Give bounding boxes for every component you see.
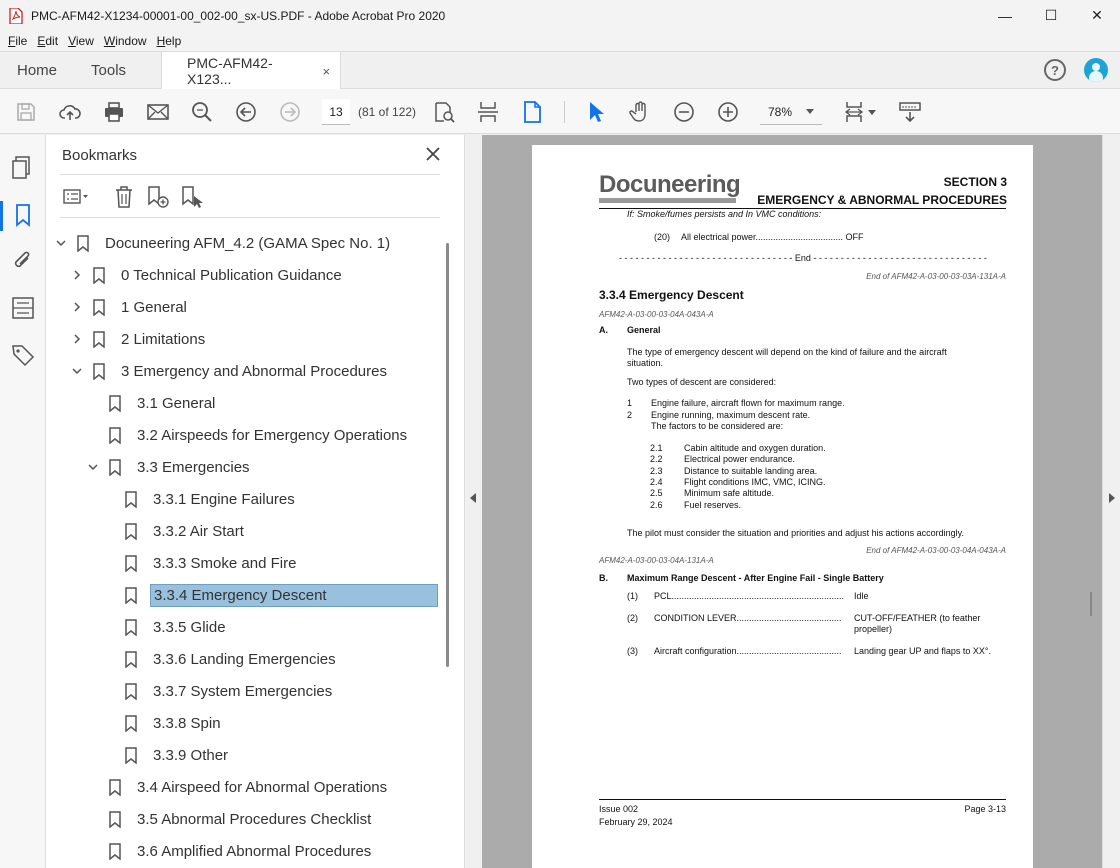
bookmark-icon [108,779,122,796]
issue-label: Issue 002 [599,804,639,814]
bookmark-icon [108,459,122,476]
chevron-down-icon[interactable] [86,460,100,474]
footer-rule [599,799,1006,800]
new-bookmark-icon[interactable] [145,184,171,210]
subsection-title: General [627,325,661,335]
list-item: Cabin altitude and oxygen duration. [684,443,826,453]
tree-spacer [86,396,100,410]
bookmark-icon [92,331,106,348]
section-number: SECTION 3 [943,175,1007,189]
tree-spacer [86,780,100,794]
tree-spacer [102,524,116,538]
bookmark-icon [92,299,106,316]
bookmark-icon [124,587,138,604]
bookmark-label: 3.3.9 Other [153,746,229,764]
list-number: 2.1 [650,443,663,453]
tree-spacer [102,716,116,730]
bookmark-item[interactable] [102,485,298,513]
scrolling-mode-icon[interactable] [475,99,501,125]
list-item: Distance to suitable landing area. [684,465,818,476]
bookmark-label: 3.2 Airspeeds for Emergency Operations [137,426,408,444]
list-item: Fuel reserves. [684,499,742,510]
bookmark-item[interactable] [102,645,339,673]
page-label: Page 3-13 [964,804,1006,814]
bookmark-panel-icon[interactable] [10,202,36,228]
maximize-icon: ☐ [1044,7,1058,23]
page-count: (81 of 122) [358,105,417,119]
bookmark-item[interactable] [86,837,374,865]
document-scrollbar[interactable] [1102,135,1120,868]
paragraph: situation. [627,358,664,368]
bookmark-label: 3.3.8 Spin [153,714,221,732]
active-panel-indicator [0,201,3,231]
select-cursor-icon[interactable] [583,99,609,125]
bookmark-item[interactable] [102,677,335,705]
bookmark-icon [92,267,106,284]
collapse-left-icon[interactable] [470,493,476,503]
email-icon[interactable] [145,99,171,125]
bookmark-options-icon[interactable] [62,184,88,210]
bookmark-label: 3.3 Emergencies [137,458,250,476]
bookmark-icon [124,619,138,636]
close-panel-icon[interactable] [424,145,442,163]
document-scroll-thumb[interactable] [1090,592,1092,616]
bookmark-label: 3.3.5 Glide [153,618,226,636]
chevron-right-icon[interactable] [70,268,84,282]
fit-page-chevron-icon[interactable] [868,110,876,115]
zoom-in-icon[interactable] [715,99,741,125]
paragraph: The pilot must consider the situation and priorities and adjust his actions accordingly. [627,528,965,538]
logo-underline [599,198,736,203]
tab-tools[interactable]: Tools [91,61,127,79]
tree-spacer [86,844,100,858]
section-header [757,173,1007,209]
previous-page-icon[interactable] [233,99,259,125]
expand-right-icon[interactable] [1109,493,1115,503]
step-text: All electrical power................................... OFF [681,232,864,242]
menu-edit[interactable]: Edit [37,34,59,48]
tab-document[interactable] [161,52,341,90]
bookmark-item[interactable] [102,613,229,641]
menu-bar [0,31,1120,51]
bookmark-label: 1 General [121,298,187,316]
print-icon[interactable] [101,99,127,125]
menu-help[interactable]: Help [156,34,182,48]
step-value: Idle [854,591,869,601]
tree-spacer [102,748,116,762]
bookmark-icon [124,651,138,668]
step-number: (20) [654,232,671,242]
bookmark-item[interactable] [102,517,247,545]
tree-spacer [102,620,116,634]
toolbar-separator [564,101,565,123]
bookmark-item[interactable] [70,261,345,289]
bookmark-label: 3.3.7 System Emergencies [153,682,333,700]
subsection-letter: B. [599,573,608,583]
list-item: Engine running, maximum descent rate. [651,410,811,420]
list-number: 2.4 [650,476,663,487]
bookmarks-scrollbar[interactable] [446,243,449,667]
bookmark-item[interactable] [86,453,253,481]
tree-spacer [86,812,100,826]
tree-spacer [86,428,100,442]
bookmark-item[interactable] [86,773,390,801]
step-text: CONDITION LEVER.......................................... [654,613,842,623]
bookmark-icon [108,427,122,444]
save-icon[interactable] [13,99,39,125]
bookmark-icon [124,747,138,764]
zoom-level-value: 78% [768,104,793,119]
tree-spacer [102,684,116,698]
chevron-down-icon [806,109,814,114]
tab-close-icon[interactable]: × [322,63,331,79]
maximize-button[interactable] [1028,0,1074,31]
bookmark-item[interactable] [102,709,224,737]
step-text: PCL..................................................................... [654,591,845,601]
condition-text: If: Smoke/fumes persists and In VMC conditions: [627,209,822,219]
tags-icon[interactable] [10,342,36,368]
bookmark-icon [124,683,138,700]
chevron-down-icon[interactable] [70,364,84,378]
paragraph: The factors to be considered are: [651,421,784,431]
next-page-icon[interactable] [277,99,303,125]
acrobat-pdf-icon [9,8,23,24]
find-text-icon[interactable] [431,99,457,125]
step-value: propeller) [854,624,893,634]
list-number: 1 [627,398,633,408]
list-item: Minimum safe altitude. [684,488,775,499]
read-mode-icon[interactable] [897,99,923,125]
list-number: 2.3 [650,465,663,476]
pane-splitter[interactable] [464,135,482,868]
menu-window[interactable]: Window [103,34,147,48]
step-number: (3) [627,646,638,656]
list-number: 2 [627,410,633,420]
close-window-button[interactable] [1074,0,1120,31]
tree-spacer [102,556,116,570]
section-heading: 3.3.4 Emergency Descent [599,288,744,302]
page-thumbnails-icon[interactable] [10,155,36,181]
single-page-icon[interactable] [519,99,545,125]
bookmark-label: 2 Limitations [121,330,206,348]
bookmark-item[interactable] [102,741,231,769]
bookmark-icon [124,491,138,508]
bookmark-item[interactable] [70,325,208,353]
bookmarks-panel-title: Bookmarks [62,147,138,164]
minimize-icon: — [998,7,1012,24]
bookmark-label: 3 Emergency and Abnormal Procedures [121,362,387,380]
pdf-page [532,145,1033,868]
bookmark-label: 3.3.3 Smoke and Fire [153,554,297,572]
chevron-right-icon[interactable] [70,332,84,346]
bookmark-icon [124,715,138,732]
bookmark-label: 3.3.4 Emergency Descent [150,584,438,607]
bookmark-label: 3.5 Abnormal Procedures Checklist [137,810,372,828]
tree-spacer [102,652,116,666]
bookmark-icon [124,555,138,572]
search-icon[interactable] [189,99,215,125]
bookmark-label: 3.4 Airspeed for Abnormal Operations [137,778,388,796]
help-label: ? [1051,62,1059,78]
bookmark-item[interactable] [102,549,299,577]
bookmark-label: 3.3.2 Air Start [153,522,244,540]
zoom-level-dropdown[interactable] [760,99,822,125]
subsection-letter: A. [599,325,608,335]
bookmarks-panel [46,135,464,868]
tab-document-label: PMC-AFM42-X123... [187,55,273,87]
bookmark-label: 3.1 General [137,394,216,412]
fit-page-icon[interactable] [841,99,867,125]
bookmark-icon [108,843,122,860]
issue-date: February 29, 2024 [599,817,673,827]
data-module-code: AFM42-A-03-00-03-04A-131A-A [599,556,714,565]
bookmark-icon [92,363,106,380]
step-value: CUT-OFF/FEATHER (to feather [854,613,981,623]
bookmark-item[interactable] [86,389,218,417]
minimize-button[interactable] [982,0,1028,31]
list-item: Flight conditions IMC, VMC, ICING. [684,476,826,487]
layers-compare-icon[interactable] [10,295,36,321]
bookmark-label: Docuneering AFM_4.2 (GAMA Spec No. 1) [105,234,391,252]
cloud-upload-icon[interactable] [57,99,83,125]
list-number: 2.5 [650,488,663,499]
bookmark-from-selection-icon[interactable] [179,184,205,210]
bookmark-item[interactable] [86,805,374,833]
tree-spacer [102,588,116,602]
bookmark-icon [108,395,122,412]
help-icon[interactable] [1044,59,1066,81]
toolbar [0,89,1120,134]
title-bar [0,0,1120,31]
chevron-right-icon[interactable] [70,300,84,314]
bookmark-item[interactable] [70,357,390,385]
bookmark-icon [108,811,122,828]
list-item: Engine failure, aircraft flown for maximum range. [651,398,845,408]
tab-home[interactable]: Home [17,61,58,79]
step-value: Landing gear UP and flaps to XX°. [854,646,992,656]
step-text: Aircraft configuration.......................................... [654,646,842,656]
data-module-code: AFM42-A-03-00-03-04A-043A-A [599,310,714,319]
left-rail [0,135,46,868]
window-title: PMC-AFM42-X1234-00001-00_002-00_sx-US.PDF - Adobe Acrobat Pro 2020 [31,8,446,23]
end-separator: - - - - - - - - - - - - - - - - - - - - - - - - - - - - - - - - End - - - - - - - - - - - - - - - - - - - - - - - - - - - - - - - - [619,253,987,263]
list-number: 2.2 [650,454,663,465]
bookmarks-tree [46,227,446,868]
tab-bar [0,51,1120,89]
user-avatar[interactable] [1084,58,1108,82]
bookmark-item[interactable] [70,293,190,321]
tree-spacer [102,492,116,506]
bookmark-item[interactable] [86,421,410,449]
close-icon: ✕ [1091,7,1103,23]
end-reference: End of AFM42-A-03-00-03-04A-043A-A [866,546,1006,555]
list-item: Electrical power endurance. [684,454,796,465]
bookmark-icon [124,523,138,540]
paragraph: Two types of descent are considered: [627,377,777,387]
bookmark-label: 0 Technical Publication Guidance [121,266,342,284]
chevron-down-icon[interactable] [54,236,68,250]
bookmark-icon [76,235,90,252]
step-number: (2) [627,613,638,623]
paragraph: The type of emergency descent will depend on the kind of failure and the aircraft [627,347,947,357]
docuneering-logo: Docuneering [599,171,741,198]
bookmark-label: 3.3.1 Engine Failures [153,490,295,508]
end-reference: End of AFM42-A-03-00-03-03A-131A-A [866,272,1006,281]
attachment-icon[interactable] [10,248,36,274]
section-title: EMERGENCY & ABNORMAL PROCEDURES [757,193,1007,207]
hand-tool-icon[interactable] [627,99,653,125]
delete-bookmark-icon[interactable] [111,184,137,210]
menu-view[interactable]: View [68,34,94,48]
bookmark-label: 3.6 Amplified Abnormal Procedures [137,842,372,860]
step-number: (1) [627,591,638,601]
page-number-input[interactable]: 13 [322,99,350,125]
bookmark-item[interactable] [54,229,393,257]
bookmark-label: 3.3.6 Landing Emergencies [153,650,336,668]
bookmark-item[interactable] [102,581,438,609]
zoom-out-icon[interactable] [671,99,697,125]
subsection-title: Maximum Range Descent - After Engine Fail - Single Battery [627,573,884,583]
bookmarks-toolbar [60,174,440,218]
document-view [482,135,1120,868]
list-number: 2.6 [650,499,663,510]
menu-file[interactable]: File [8,34,28,48]
